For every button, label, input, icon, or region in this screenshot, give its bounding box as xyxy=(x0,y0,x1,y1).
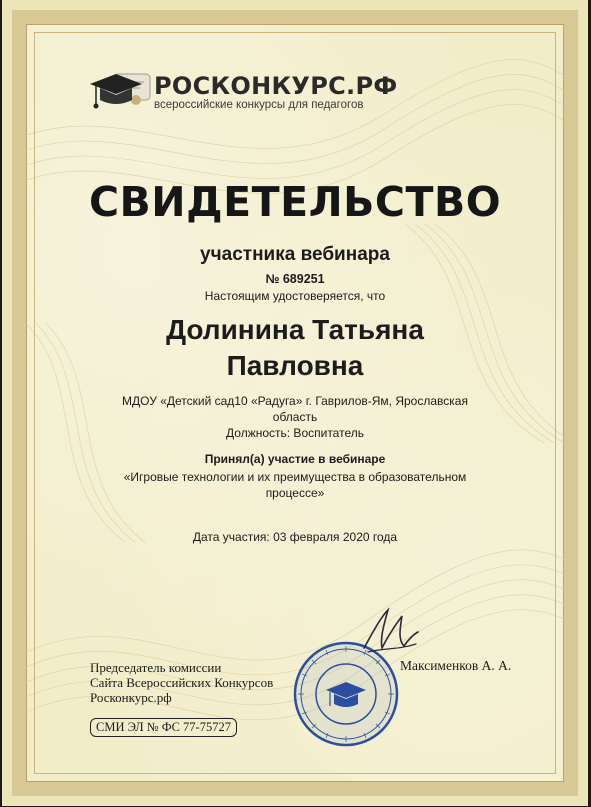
signer-name: Максименков А. А. xyxy=(400,658,512,673)
graduation-cap-diploma-icon xyxy=(88,66,154,116)
participation-date: Дата участия: 03 февраля 2020 года xyxy=(192,530,398,544)
recipient-name-line2: Павловна xyxy=(226,350,364,381)
webinar-title: «Игровые технологии и их преимущества в образовательном процессе» xyxy=(123,470,467,500)
position: Должность: Воспитатель xyxy=(226,426,364,440)
certificate-page xyxy=(2,0,588,806)
handwritten-signature-icon xyxy=(358,604,422,660)
certificate-number: № 689251 xyxy=(265,272,325,286)
recipient-name-line1: Долинина Татьяна xyxy=(166,314,424,345)
logo-subtitle: всероссийские конкурсы для педагогов xyxy=(154,99,364,111)
commission-chair xyxy=(90,660,273,705)
certificate-title: СВИДЕТЕЛЬСТВО xyxy=(88,178,502,226)
organization: МДОУ «Детский сад10 «Радуга» г. Гаврилов-Ям, Ярославская область xyxy=(122,394,468,424)
confirm-text: Настоящим удостоверяется, что xyxy=(204,289,386,303)
rosconkurs-logo xyxy=(88,66,408,116)
chair-line2: Сайта Всероссийских Конкурсов xyxy=(90,675,274,690)
chair-line1: Председатель комиссии xyxy=(90,660,222,675)
media-registration-badge: СМИ ЭЛ № ФС 77-75727 xyxy=(90,718,237,737)
logo-title: РОСКОНКУРС.РФ xyxy=(154,72,398,100)
took-part-label: Принял(а) участие в вебинаре xyxy=(204,452,386,466)
certificate-subtitle: участника вебинара xyxy=(200,244,390,265)
chair-line3: Росконкурс.рф xyxy=(90,690,172,705)
